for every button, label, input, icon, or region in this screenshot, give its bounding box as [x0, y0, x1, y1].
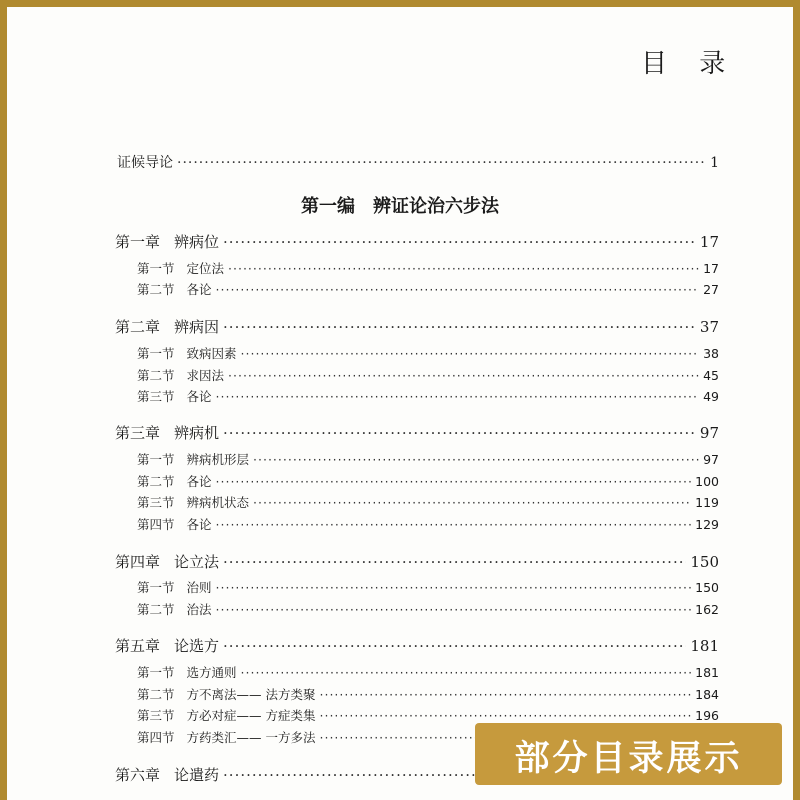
section-page: 181	[695, 665, 719, 680]
section-page: 196	[695, 708, 719, 723]
leader-dots	[216, 474, 692, 489]
section-title: 各论	[186, 517, 212, 532]
section-row	[137, 450, 719, 468]
chapter-number: 第六章	[115, 766, 161, 784]
section-row	[137, 259, 719, 277]
chapter-row	[115, 635, 719, 656]
section-number: 第一节	[137, 261, 175, 276]
preview-badge-text: 部分目录展示	[514, 739, 743, 779]
leader-dots	[216, 580, 692, 595]
section-number: 第一节	[137, 346, 175, 361]
section-title: 方必对症—— 方症类集	[186, 708, 316, 723]
leader-dots	[320, 687, 692, 702]
section-page: 129	[695, 517, 719, 532]
page-title: 目 录	[641, 49, 738, 79]
section-title: 辨病机状态	[186, 495, 250, 510]
chapter-title: 辨病位	[174, 233, 220, 251]
section-number: 第二节	[137, 282, 175, 297]
part-heading: 第一编 辨证论治六步法	[301, 196, 499, 217]
section-number: 第一节	[137, 452, 175, 467]
section-title: 致病因素	[186, 346, 237, 361]
section-number: 第三节	[137, 708, 175, 723]
chapter-title: 论遣药	[174, 766, 220, 784]
section-number: 第二节	[137, 602, 175, 617]
section-number: 第三节	[137, 389, 175, 404]
leader-dots	[223, 553, 686, 571]
section-row	[137, 493, 719, 511]
section-number: 第四节	[137, 517, 175, 532]
chapter-number: 第三章	[115, 424, 161, 442]
leader-dots	[320, 708, 692, 723]
section-page: 38	[703, 346, 719, 361]
section-page: 27	[703, 282, 719, 297]
section-page: 162	[695, 602, 719, 617]
chapter-row	[115, 422, 719, 443]
section-number: 第一节	[137, 665, 175, 680]
section-number: 第一节	[137, 580, 175, 595]
chapter-number: 第二章	[115, 318, 161, 336]
section-page: 119	[695, 495, 719, 510]
section-title: 各论	[186, 282, 212, 297]
section-row	[137, 515, 719, 533]
leader-dots	[223, 318, 696, 336]
section-row	[137, 600, 719, 618]
chapter-page: 37	[699, 318, 719, 336]
section-title: 各论	[186, 474, 212, 489]
leader-dots	[216, 282, 700, 297]
chapter-number: 第五章	[115, 637, 161, 655]
leader-dots	[241, 665, 692, 680]
leader-dots	[253, 495, 691, 510]
section-number: 第二节	[137, 474, 175, 489]
section-title: 方不离法—— 法方类聚	[186, 687, 316, 702]
section-title: 方药类汇—— 一方多法	[186, 730, 316, 745]
section-title: 辨病机形层	[186, 452, 250, 467]
section-page: 45	[703, 368, 719, 383]
section-number: 第四节	[137, 730, 175, 745]
leader-dots	[228, 261, 699, 276]
chapter-page: 17	[699, 233, 719, 251]
section-row	[137, 685, 719, 703]
toc-entry-intro	[117, 152, 719, 172]
toc-entry-page: 1	[710, 155, 719, 171]
leader-dots	[253, 452, 699, 467]
chapter-page: 97	[699, 424, 719, 442]
section-page: 100	[695, 474, 719, 489]
section-title: 各论	[186, 389, 212, 404]
section-row	[137, 472, 719, 490]
leader-dots	[177, 155, 706, 171]
chapter-row	[115, 231, 719, 252]
section-row	[137, 663, 719, 681]
chapter-row	[115, 316, 719, 337]
chapter-row	[115, 551, 719, 572]
leader-dots	[223, 233, 696, 251]
section-page: 150	[695, 580, 719, 595]
section-title: 治法	[186, 602, 212, 617]
section-row	[137, 706, 719, 724]
leader-dots	[216, 389, 700, 404]
leader-dots	[216, 517, 692, 532]
chapter-title: 论选方	[174, 637, 220, 655]
section-row	[137, 578, 719, 596]
section-page: 184	[695, 687, 719, 702]
chapter-title: 辨病机	[174, 424, 220, 442]
section-page: 17	[703, 261, 719, 276]
section-title: 求因法	[186, 368, 225, 383]
section-page: 49	[703, 389, 719, 404]
chapter-number: 第四章	[115, 553, 161, 571]
leader-dots	[223, 637, 686, 655]
leader-dots	[228, 368, 699, 383]
toc-page	[7, 7, 793, 800]
section-title: 治则	[186, 580, 212, 595]
section-row	[137, 344, 719, 362]
section-title: 选方通则	[186, 665, 237, 680]
chapter-title: 论立法	[174, 553, 220, 571]
section-row	[137, 387, 719, 405]
section-row	[137, 280, 719, 298]
leader-dots	[223, 424, 696, 442]
section-number: 第三节	[137, 495, 175, 510]
section-title: 定位法	[186, 261, 225, 276]
toc-entry-label: 证候导论	[117, 155, 173, 171]
section-page: 97	[703, 452, 719, 467]
section-number: 第二节	[137, 368, 175, 383]
leader-dots	[216, 602, 692, 617]
leader-dots	[241, 346, 700, 361]
section-number: 第二节	[137, 687, 175, 702]
chapter-title: 辨病因	[174, 318, 220, 336]
section-row	[137, 366, 719, 384]
chapter-page: 181	[690, 637, 719, 655]
preview-badge	[475, 723, 782, 785]
chapter-page: 150	[690, 553, 719, 571]
chapter-number: 第一章	[115, 233, 161, 251]
